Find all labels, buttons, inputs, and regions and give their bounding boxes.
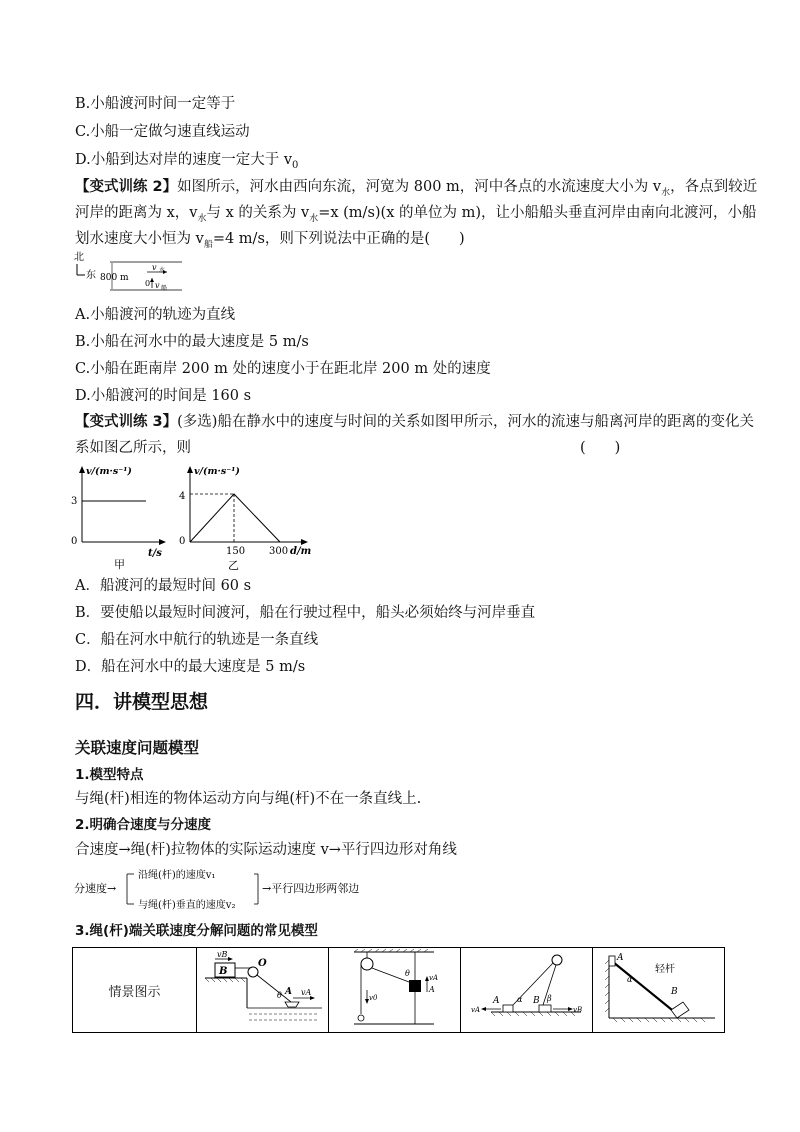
velocity-text: 合速度→绳(杆)拉物体的实际运动速度 v→平行四边形对角线 xyxy=(75,842,457,858)
model-2-figure xyxy=(329,948,460,1028)
ex3-figure-a xyxy=(66,462,176,572)
fig-a-caption: 甲 xyxy=(114,558,125,571)
common-models-title: 3.绳(杆)端关联速度分解问题的常见模型 xyxy=(75,923,318,939)
m1-theta: θ xyxy=(277,991,282,1000)
fig-b-x150: 150 xyxy=(226,546,246,557)
m2-theta: θ xyxy=(405,969,410,978)
ex2-option-a: A.小船渡河的轨迹为直线 xyxy=(75,307,236,323)
m4-alpha: α xyxy=(627,975,633,984)
option-b-prev: B.小船渡河时间一定等于 xyxy=(75,96,236,112)
ex3-option-d: D．船在河水中的最大速度是 5 m/s xyxy=(75,659,306,675)
fig-b-y4: 4 xyxy=(179,491,186,502)
m1-a: A xyxy=(285,987,292,997)
m4-a: A xyxy=(617,953,624,963)
model-1-cell xyxy=(197,948,329,1033)
fig-a-xlabel: t/s xyxy=(148,548,162,559)
fig-north-label: 北 xyxy=(74,252,84,263)
m3-a: A xyxy=(493,996,500,1006)
fig-b-origin: 0 xyxy=(179,536,186,547)
m3-b: B xyxy=(533,996,540,1006)
diagram-bottom: 与绳(杆)垂直的速度v₂ xyxy=(138,900,236,911)
fig-b-xlabel: d/m xyxy=(290,546,312,557)
ex3-line1: 【变式训练 3】(多选)船在静水中的速度与时间的关系如图甲所示，河水的流速与船离河岸的距离的变化关 xyxy=(75,414,754,430)
model-4-figure xyxy=(593,948,724,1028)
option-d-prev: D.小船到达对岸的速度一定大于 $v_0$ xyxy=(75,152,299,171)
ex3-tag: 【变式训练 3】 xyxy=(75,414,178,430)
m3-alpha: α xyxy=(517,995,523,1004)
m3-beta: β xyxy=(547,994,552,1003)
ex2-option-b: B.小船在河水中的最大速度是 5 m/s xyxy=(75,334,309,350)
m2-v0: v0 xyxy=(369,994,378,1002)
fig-a-y3: 3 xyxy=(71,496,78,507)
ex2-option-d: D.小船渡河的时间是 160 s xyxy=(75,388,252,404)
model-2-cell xyxy=(329,948,461,1033)
ex2-line1: 【变式训练 2】如图所示，河水由西向东流，河宽为 800 m，河中各点的水流速度大小为 $v_水$，各点到较近 xyxy=(75,179,758,198)
ex2-line3: 划水速度大小恒为 $v_船=4$ m/s，则下列说法中正确的是( ) xyxy=(75,231,465,250)
model-feature-text: 与绳(杆)相连的物体运动方向与绳(杆)不在一条直线上. xyxy=(75,791,422,807)
velocity-title: 2.明确合速度与分速度 xyxy=(75,817,212,833)
diagram-right: →平行四边形两邻边 xyxy=(262,882,360,895)
model-3-figure xyxy=(461,948,592,1028)
fig-v-water: v xyxy=(152,263,157,272)
m1-o: O xyxy=(258,958,267,969)
fig-v-water-sub: 水 xyxy=(159,267,166,274)
m4-rod: 轻杆 xyxy=(655,964,675,975)
ex2-line2: 河岸的距离为 x，$v_水$与 x 的关系为 $v_水=x$ (m/s)(x 的单位为 m)，让小船船头垂直河岸由南向北渡河，小船 xyxy=(75,205,757,224)
model-1-figure xyxy=(197,948,328,1028)
fig-origin: 0 xyxy=(145,279,151,288)
table-label-cell xyxy=(73,948,197,1033)
fig-v-boat: v xyxy=(155,281,160,290)
section-subtitle: 关联速度问题模型 xyxy=(75,739,200,757)
option-c-prev: C.小船一定做匀速直线运动 xyxy=(75,124,250,140)
table-row xyxy=(73,948,725,1033)
ex3-figure-b xyxy=(176,462,326,574)
table-label: 情景图示 xyxy=(108,984,161,1000)
fig-east-label: 东 xyxy=(86,270,96,281)
m1-va: vA xyxy=(301,988,312,997)
fig-b-ylabel: v/(m·s⁻¹) xyxy=(194,466,240,477)
m1-b: B xyxy=(219,966,228,977)
fig-a-origin: 0 xyxy=(71,536,78,547)
ex3-line2: 系如图乙所示，则 xyxy=(75,440,191,456)
models-table xyxy=(72,947,725,1033)
m4-b: B xyxy=(671,987,678,997)
m3-vb: vB xyxy=(573,1006,583,1014)
fig-a-ylabel: v/(m·s⁻¹) xyxy=(86,466,132,477)
model-feature-title: 1.模型特点 xyxy=(75,767,144,783)
model-3-cell xyxy=(461,948,593,1033)
section-title: 四．讲模型思想 xyxy=(75,691,209,713)
diagram-left: 分速度→ xyxy=(74,882,117,895)
ex2-option-c: C.小船在距南岸 200 m 处的速度小于在距北岸 200 m 处的速度 xyxy=(75,361,491,377)
ex3-option-b: B．要使船以最短时间渡河，船在行驶过程中，船头必须始终与河岸垂直 xyxy=(75,605,536,621)
ex3-option-c: C．船在河水中航行的轨迹是一条直线 xyxy=(75,632,319,648)
m2-va: vA xyxy=(429,974,439,982)
ex3-answer-paren: ( ) xyxy=(580,440,621,456)
ex3-option-a: A．船渡河的最短时间 60 s xyxy=(75,578,252,594)
m2-a: A xyxy=(429,985,435,994)
fig-b-x300: 300 xyxy=(269,546,289,557)
diagram-top: 沿绳(杆)的速度v₁ xyxy=(138,870,216,881)
m1-vb: vB xyxy=(217,950,228,959)
ex2-river-figure xyxy=(72,250,192,300)
fig-v-boat-sub: 船 xyxy=(161,285,168,292)
model-4-cell xyxy=(593,948,725,1033)
fig-width-label: 800 m xyxy=(100,273,129,283)
ex2-tag: 【变式训练 2】 xyxy=(75,179,178,195)
m3-va: vA xyxy=(471,1006,481,1014)
velocity-decomposition-diagram xyxy=(72,864,442,912)
fig-b-caption: 乙 xyxy=(228,559,239,572)
